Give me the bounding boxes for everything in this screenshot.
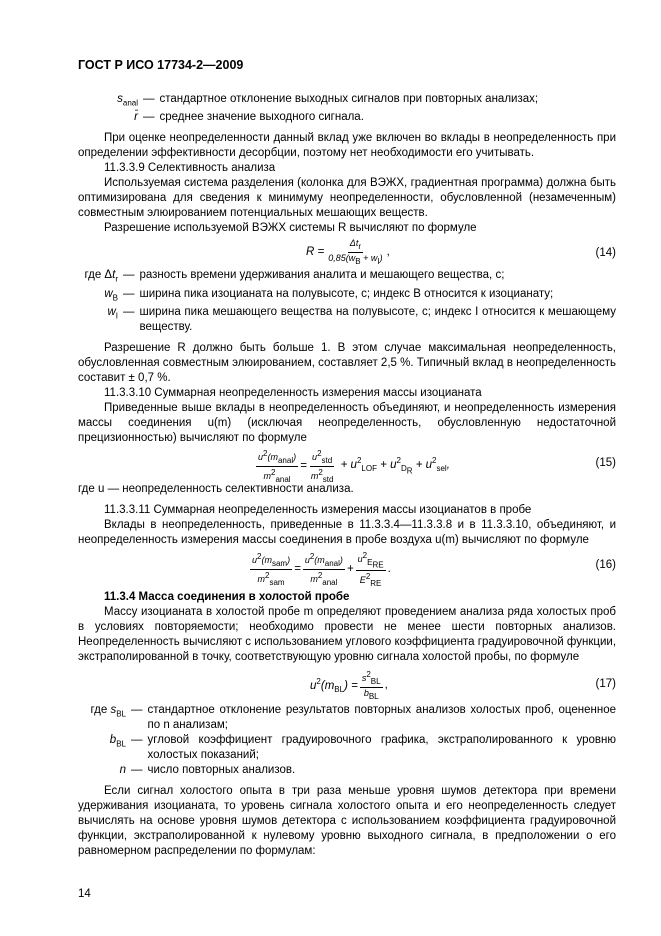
definition-text: число повторных анализов.	[147, 763, 296, 776]
paragraph: Разрешение используемой ВЭЖХ системы R вычисляют по формуле	[104, 222, 477, 235]
section-heading: 11.3.3.11 Суммарная неопределенность измерения массы изоцианатов в пробе	[104, 503, 532, 516]
equation-17: $u^2(m_{BL})$ = $\frac{s^2_{BL}}{b_{BL}}$ , (17)	[310, 669, 616, 701]
paragraph: При оценке неопределенности данный вклад уже включен во вклады в неопределенность при определении эффективности десорбции, поэтому нет необходимости его учитывать.	[78, 132, 616, 160]
paragraph: Вклады в неопределенность, приведенные в 11.3.3.4—11.3.3.8 и в 11.3.3.10, объединяют, и неопределенность измерения массы соединения в пробе воздуха u(m) вычисляют по формуле	[78, 518, 616, 546]
definition-text: стандартное отклонение результатов повторных анализов холостых проб, оцененное по n анализам;	[147, 703, 616, 731]
equation-number: (14)	[595, 247, 616, 260]
section-heading: 11.3.3.9 Селективность анализа	[104, 162, 276, 175]
section-heading: 11.3.3.10 Суммарная неопределенность измерения массы изоцианата	[104, 386, 482, 399]
paragraph: Разрешение R должно быть больше 1. В этом случае максимальная неопределенность, обусловленная совместным элюированием, составляет 2,5 %. Типичный вклад в неопределенность составит ± 0,7 %.	[78, 341, 616, 384]
definition-s-anal: $s_{anal}$ — стандартное отклонение выходных сигналов при повторных анализах;	[78, 92, 616, 110]
definition-delta-t: где $\Delta t_r$ — разность времени удерживания аналита и мешающего вещества, с;	[78, 268, 616, 286]
equation-number: (15)	[595, 456, 616, 469]
definition-text: среднее значение выходного сигнала.	[159, 111, 364, 124]
definition-n: n — число повторных анализов.	[78, 763, 616, 778]
paragraph: Если сигнал холостого опыта в три раза меньше уровня шумов детектора при времени удерживания изоцианата, то уровень сигнала холостого опыта и его неопределенность следует вычислять на основе уровня шумов детектора с использованием коэффициента градуировочной функции, экстраполированной к нулевому уровню выходного сигнала, в предположении о его равномерном распределении по формулам:	[78, 784, 616, 857]
definition-text: ширина пика мешающего вещества на полувысоте, с; индекс I относится к мешающему веществу.	[139, 305, 616, 333]
document-header: ГОСТ Р ИСО 17734-2—2009	[78, 58, 244, 72]
section-heading: 11.3.4 Масса соединения в холостой пробе	[104, 590, 350, 603]
equation-number: (17)	[595, 677, 616, 690]
paragraph: Массу изоцианата в холостой пробе m определяют проведением анализа ряда холостых проб в условиях повторяемости; необходимо провести не менее шести повторных анализов. Неопределенность вычисляют с использованием углового коэффициента градуировочной функции, экстраполированной в точку, соответствующую уровню сигнала холостой пробы, по формуле	[78, 605, 617, 663]
paragraph: Используемая система разделения (колонка для ВЭЖХ, градиентная программа) должна быть оптимизирована для сведения к минимуму неопределенности, обусловленной (незамеченным) совместным элюированием потенциальных мешающих веществ.	[78, 177, 616, 220]
equation-number: (16)	[595, 558, 616, 571]
equation-14: R = $\frac{\Delta t_r}{0,85(w_B + w_I)}$ , (14)	[306, 238, 616, 266]
page-content	[78, 92, 616, 859]
paragraph: Приведенные выше вклады в неопределенность объединяют, и неопределенность измерения массы соединения u(m) (исключая неопределенность, обусловленную недостаточной прецизионностью) вычисляют по формуле	[78, 401, 616, 444]
definition-text: разность времени удерживания аналита и мешающего вещества, с;	[139, 269, 505, 282]
definition-s-bl: где $s_{BL}$ — стандартное отклонение результатов повторных анализов холостых проб, оцененное по n анализам;	[90, 703, 616, 731]
page-number: 14	[78, 888, 91, 900]
definition-wi: $w_I$ — ширина пика мешающего вещества на полувысоте, с; индекс I относится к мешающему веществу.	[107, 305, 616, 333]
definition-wb: $w_B$ — ширина пика изоцианата на полувысоте, с; индекс B относится к изоцианату;	[78, 287, 616, 305]
definition-text: угловой коэффициент градуировочного графика, экстраполированного к уровню холостых показаний;	[147, 733, 616, 761]
equation-15: $\frac{u^2(m_{anal})}{m^2_{anal}}$ = $\frac{u^2_{std}}{m^2_{std}}$ + $u^2_{LOF} + u^2_{D_R} + u^2_{sel}$, (15)	[258, 448, 616, 484]
equation-16: $\frac{u^2(m_{sam})}{m^2_{sam}}$ = $\frac{u^2(m_{anal})}{m^2_{anal}}$ + $\frac{u^2_{E_{RE}}}{E^2_{RE}}$ . (16)	[252, 550, 616, 589]
definition-text: стандартное отклонение выходных сигналов при повторных анализах;	[159, 93, 539, 105]
definition-u-sel: где u — неопределенность селективности анализа.	[78, 482, 354, 495]
definition-b-bl: $b_{BL}$ — угловой коэффициент градуировочного графика, экстраполированного к уровню холостых показаний;	[109, 733, 616, 761]
definition-r-mean: r̄ — среднее значение выходного сигнала.	[78, 110, 616, 125]
definition-text: ширина пика изоцианата на полувысоте, с; индекс B относится к изоцианату;	[139, 287, 554, 300]
